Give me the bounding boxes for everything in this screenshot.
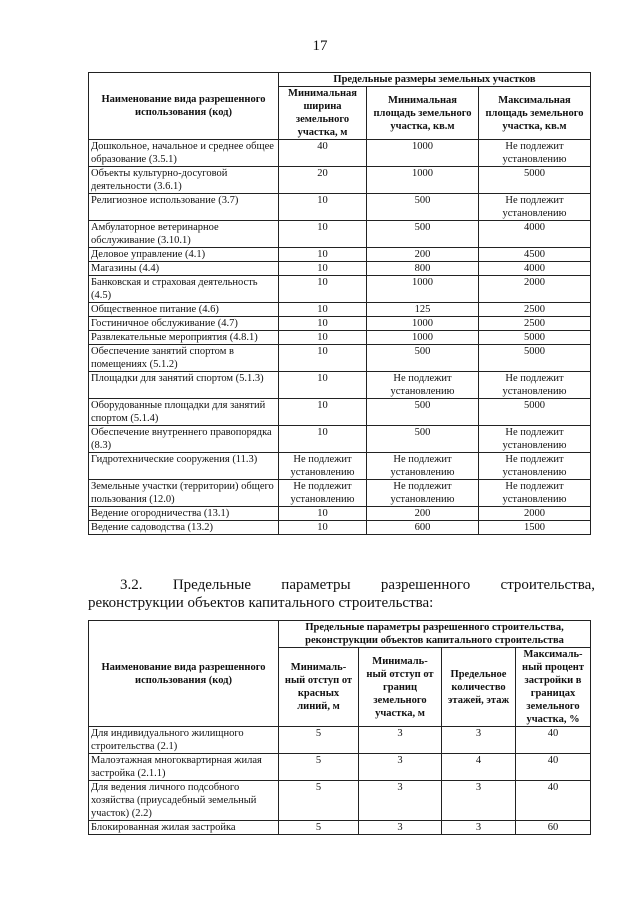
value-cell: 1500 xyxy=(479,521,591,535)
value-cell: 1000 xyxy=(367,276,479,303)
use-type-cell: Дошкольное, начальное и среднее общее образование (3.5.1) xyxy=(89,140,279,167)
value-cell: 10 xyxy=(279,262,367,276)
value-cell: 3 xyxy=(442,781,516,821)
section-heading-word: Предельные xyxy=(172,577,251,593)
table-row xyxy=(89,140,591,167)
value-cell: 125 xyxy=(367,303,479,317)
value-cell: 10 xyxy=(279,426,367,453)
value-cell: 10 xyxy=(279,521,367,535)
use-type-cell: Банковская и страховая деятельность (4.5) xyxy=(89,276,279,303)
value-cell: 3 xyxy=(359,754,442,781)
value-cell: 10 xyxy=(279,507,367,521)
construction-params-group-header: Предельные параметры разрешенного строительства, реконструкции объектов капитального строительства xyxy=(279,621,591,648)
value-cell: 600 xyxy=(367,521,479,535)
value-cell: 1000 xyxy=(367,140,479,167)
value-cell: 200 xyxy=(367,507,479,521)
value-cell: 1000 xyxy=(367,167,479,194)
use-type-cell: Деловое управление (4.1) xyxy=(89,248,279,262)
use-type-cell: Объекты культурно-досуговой деятельности (3.6.1) xyxy=(89,167,279,194)
value-cell: 5000 xyxy=(479,167,591,194)
table-row xyxy=(89,426,591,453)
value-cell: 800 xyxy=(367,262,479,276)
value-cell: 3 xyxy=(442,821,516,835)
value-cell: 4000 xyxy=(479,221,591,248)
column-header: Максимальная площадь земельного участка, кв.м xyxy=(479,87,591,140)
value-cell: Не подлежит установлению xyxy=(279,480,367,507)
use-type-cell: Религиозное использование (3.7) xyxy=(89,194,279,221)
table-row xyxy=(89,317,591,331)
table-row xyxy=(89,521,591,535)
value-cell: 1000 xyxy=(367,331,479,345)
value-cell: Не подлежит установлению xyxy=(279,453,367,480)
table-row xyxy=(89,303,591,317)
value-cell: 10 xyxy=(279,372,367,399)
column-header: Минимальная ширина земельного участка, м xyxy=(279,87,367,140)
value-cell: 10 xyxy=(279,345,367,372)
value-cell: 2500 xyxy=(479,317,591,331)
use-type-cell: Оборудованные площадки для занятий спортом (5.1.4) xyxy=(89,399,279,426)
value-cell: 5 xyxy=(279,727,359,754)
value-cell: Не подлежит установлению xyxy=(479,140,591,167)
plot-size-group-header: Предельные размеры земельных участков xyxy=(279,73,591,87)
value-cell: 20 xyxy=(279,167,367,194)
value-cell: 5000 xyxy=(479,399,591,426)
value-cell: 3 xyxy=(442,727,516,754)
value-cell: 4 xyxy=(442,754,516,781)
value-cell: 3 xyxy=(359,821,442,835)
value-cell: 500 xyxy=(367,426,479,453)
value-cell: 5 xyxy=(279,821,359,835)
value-cell: 1000 xyxy=(367,317,479,331)
value-cell: 200 xyxy=(367,248,479,262)
table-row xyxy=(89,507,591,521)
construction-parameters-table xyxy=(88,620,591,835)
value-cell: Не подлежит установлению xyxy=(479,480,591,507)
use-type-cell: Ведение огородничества (13.1) xyxy=(89,507,279,521)
table-row xyxy=(89,345,591,372)
use-type-cell: Малоэтажная многоквартирная жилая застройка (2.1.1) xyxy=(89,754,279,781)
value-cell: 2500 xyxy=(479,303,591,317)
table-row xyxy=(89,399,591,426)
table-row xyxy=(89,754,591,781)
value-cell: 10 xyxy=(279,248,367,262)
value-cell: Не подлежит установлению xyxy=(479,453,591,480)
table-row xyxy=(89,331,591,345)
section-heading xyxy=(88,576,595,612)
table-row xyxy=(89,372,591,399)
section-heading-word: разрешенного xyxy=(380,577,471,593)
use-type-header: Наименование вида разрешенного использования (код) xyxy=(89,73,279,140)
use-type-header: Наименование вида разрешенного использования (код) xyxy=(89,621,279,727)
table-row xyxy=(89,276,591,303)
value-cell: Не подлежит установлению xyxy=(367,480,479,507)
value-cell: 10 xyxy=(279,276,367,303)
table-row xyxy=(89,262,591,276)
use-type-cell: Для ведения личного подсобного хозяйства (приусадебный земельный участок) (2.2) xyxy=(89,781,279,821)
value-cell: Не подлежит установлению xyxy=(367,372,479,399)
value-cell: 10 xyxy=(279,331,367,345)
value-cell: 5 xyxy=(279,781,359,821)
value-cell: 40 xyxy=(516,727,591,754)
land-plot-size-table xyxy=(88,72,591,535)
value-cell: 4000 xyxy=(479,262,591,276)
table-row xyxy=(89,248,591,262)
use-type-cell: Земельные участки (территории) общего пользования (12.0) xyxy=(89,480,279,507)
section-heading-word: строительства, xyxy=(500,577,595,593)
table-row xyxy=(89,194,591,221)
value-cell: 10 xyxy=(279,317,367,331)
column-header: Максималь- ный процент застройки в границах земельного участка, % xyxy=(516,648,591,727)
use-type-cell: Обеспечение занятий спортом в помещениях (5.1.2) xyxy=(89,345,279,372)
use-type-cell: Для индивидуального жилищного строительства (2.1) xyxy=(89,727,279,754)
use-type-cell: Обеспечение внутреннего правопорядка (8.3) xyxy=(89,426,279,453)
section-number: 3.2. xyxy=(120,577,143,593)
column-header: Предельное количество этажей, этаж xyxy=(442,648,516,727)
value-cell: Не подлежит установлению xyxy=(367,453,479,480)
value-cell: 40 xyxy=(516,754,591,781)
value-cell: Не подлежит установлению xyxy=(479,372,591,399)
use-type-cell: Площадки для занятий спортом (5.1.3) xyxy=(89,372,279,399)
value-cell: 5 xyxy=(279,754,359,781)
column-header: Минималь- ный отступ от границ земельного участка, м xyxy=(359,648,442,727)
section-heading-line2: реконструкции объектов капитального строительства: xyxy=(88,595,434,611)
table-row xyxy=(89,480,591,507)
value-cell: 2000 xyxy=(479,276,591,303)
use-type-cell: Гидротехнические сооружения (11.3) xyxy=(89,453,279,480)
column-header: Минималь- ный отступ от красных линий, м xyxy=(279,648,359,727)
value-cell: 500 xyxy=(367,399,479,426)
value-cell: 10 xyxy=(279,399,367,426)
value-cell: 4500 xyxy=(479,248,591,262)
table-row xyxy=(89,167,591,194)
value-cell: 5000 xyxy=(479,345,591,372)
value-cell: Не подлежит установлению xyxy=(479,426,591,453)
column-header: Минимальная площадь земельного участка, кв.м xyxy=(367,87,479,140)
value-cell: 10 xyxy=(279,221,367,248)
value-cell: 10 xyxy=(279,194,367,221)
section-heading-word: параметры xyxy=(281,577,351,593)
use-type-cell: Блокированная жилая застройка xyxy=(89,821,279,835)
table-row xyxy=(89,221,591,248)
value-cell: 10 xyxy=(279,303,367,317)
value-cell: 3 xyxy=(359,727,442,754)
table-row xyxy=(89,821,591,835)
table-row xyxy=(89,727,591,754)
value-cell: Не подлежит установлению xyxy=(479,194,591,221)
table-row xyxy=(89,781,591,821)
use-type-cell: Ведение садоводства (13.2) xyxy=(89,521,279,535)
value-cell: 40 xyxy=(516,781,591,821)
value-cell: 500 xyxy=(367,221,479,248)
value-cell: 5000 xyxy=(479,331,591,345)
value-cell: 2000 xyxy=(479,507,591,521)
value-cell: 60 xyxy=(516,821,591,835)
value-cell: 40 xyxy=(279,140,367,167)
table-row xyxy=(89,453,591,480)
page-number: 17 xyxy=(312,38,328,54)
use-type-cell: Развлекательные мероприятия (4.8.1) xyxy=(89,331,279,345)
use-type-cell: Магазины (4.4) xyxy=(89,262,279,276)
use-type-cell: Общественное питание (4.6) xyxy=(89,303,279,317)
value-cell: 3 xyxy=(359,781,442,821)
value-cell: 500 xyxy=(367,194,479,221)
value-cell: 500 xyxy=(367,345,479,372)
use-type-cell: Гостиничное обслуживание (4.7) xyxy=(89,317,279,331)
use-type-cell: Амбулаторное ветеринарное обслуживание (3.10.1) xyxy=(89,221,279,248)
